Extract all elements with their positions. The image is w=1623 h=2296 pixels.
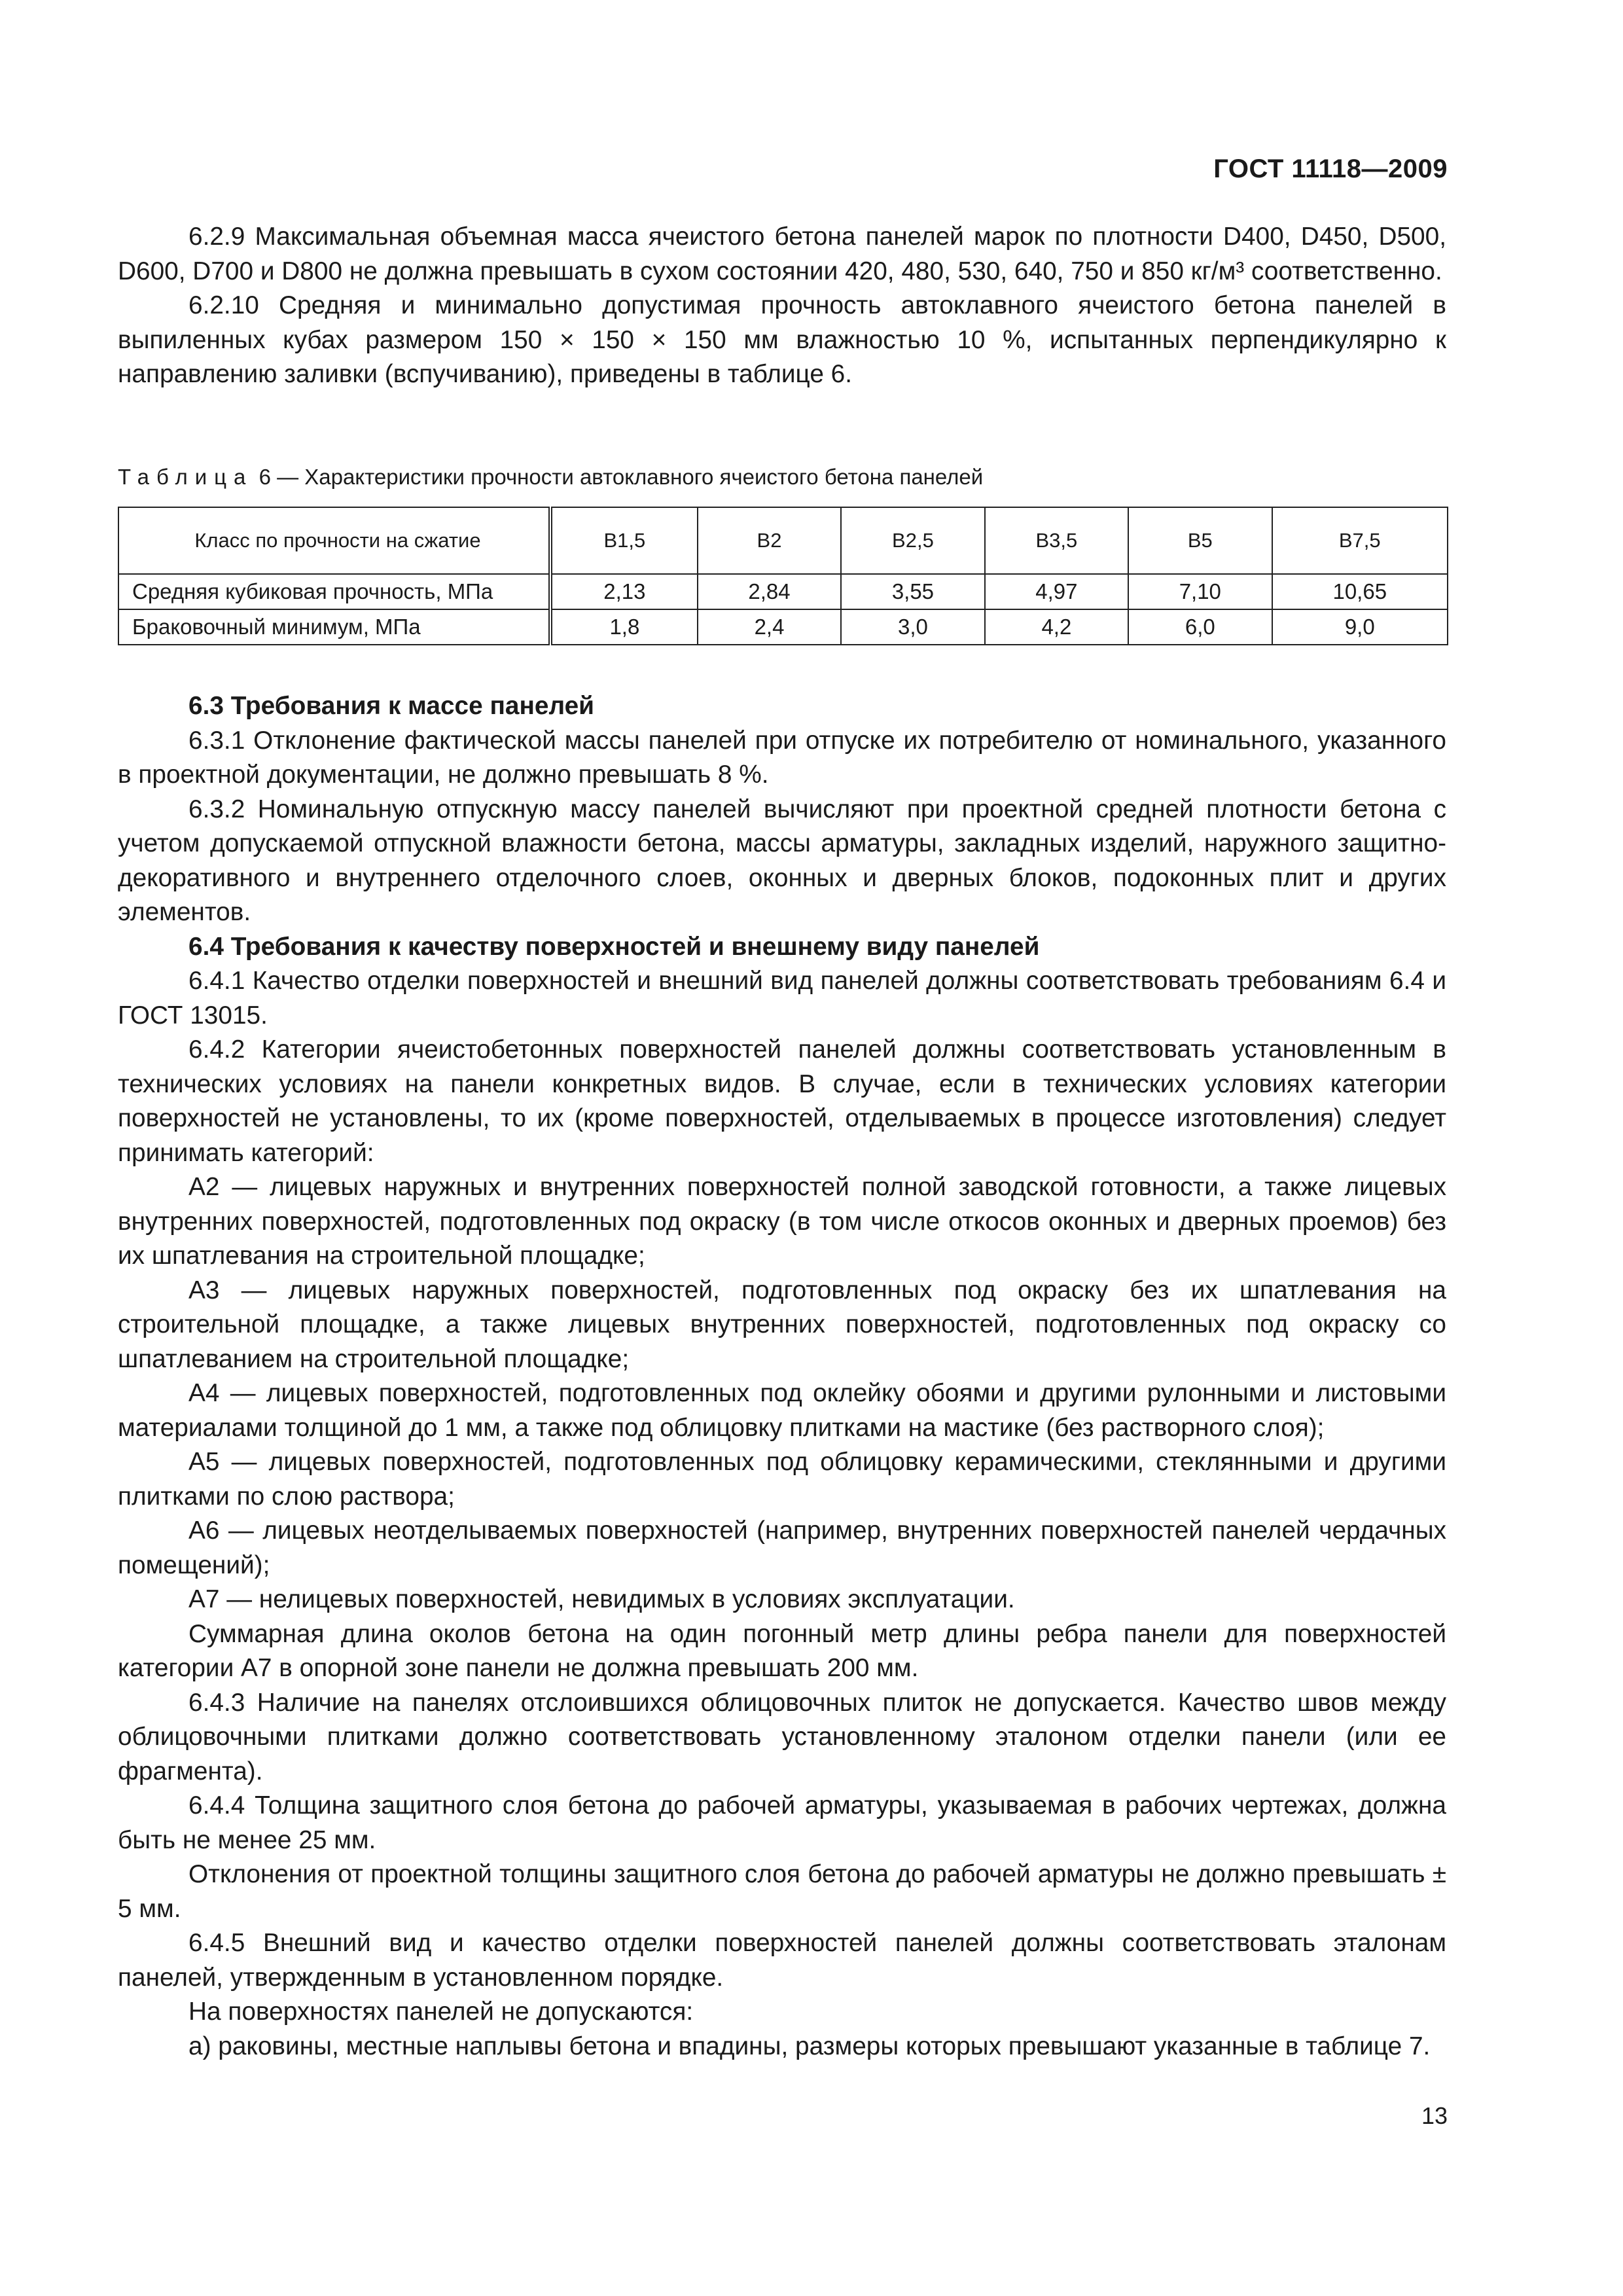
class-cell: B2 [698, 507, 841, 574]
paragraph: 6.3.2 Номинальную отпускную массу панелей вычисляют при проектной средней плотности бетона с учетом допускаемой отпускной влажности бетона, массы арматуры, закладных изделий, наружного защитно-декоративного и внутреннего отделочного слоев, оконных и дверных блоков, подоконных плит и других элементов. [118, 795, 1446, 926]
value-cell: 2,13 [550, 574, 698, 609]
intro-paragraphs [118, 220, 1446, 392]
paragraph: А3 — лицевых наружных поверхностей, подготовленных под окраску без их шпатлевания на строительной площадке, а также лицевых внутренних поверхностей, подготовленных под окраску со шпатлеванием на строительной площадке; [118, 1276, 1446, 1373]
value-cell: 4,2 [985, 609, 1128, 645]
paragraph: Отклонения от проектной толщины защитного слоя бетона до рабочей арматуры не должно превышать ± 5 мм. [118, 1860, 1446, 1923]
paragraph: а) раковины, местные наплывы бетона и впадины, размеры которых превышают указанные в таблице 7. [188, 2032, 1431, 2060]
value-cell: 2,4 [698, 609, 841, 645]
paragraph: А5 — лицевых поверхностей, подготовленных под облицовку керамическими, стеклянными и другими плитками по слою раствора; [118, 1448, 1446, 1511]
value-cell: 1,8 [550, 609, 698, 645]
value-cell: 3,55 [841, 574, 984, 609]
value-cell: 4,97 [985, 574, 1128, 609]
paragraph: 6.3.1 Отклонение фактической массы панелей при отпуске их потребителю от номинального, указанного в проектной документации, не должно превышать 8 %. [118, 726, 1446, 789]
table-header-row [118, 507, 1448, 574]
paragraph: Суммарная длина околов бетона на один погонный метр длины ребра панели для поверхностей категории А7 в опорной зоне панели не должна превышать 200 мм. [118, 1619, 1446, 1682]
table-caption-title: 6 — Характеристики прочности автоклавного ячеистого бетона панелей [259, 465, 984, 489]
row-label-cell: Средняя кубиковая прочность, МПа [118, 574, 550, 609]
table-row [118, 609, 1448, 645]
paragraph: 6.4.3 Наличие на панелях отслоившихся облицовочных плиток не допускается. Качество швов между облицовочными плитками должно соответствовать установленному эталоном отделки панели (или ее фрагмента). [118, 1688, 1446, 1785]
class-cell: B7,5 [1272, 507, 1448, 574]
page-number: 13 [1421, 2102, 1448, 2129]
value-cell: 6,0 [1128, 609, 1272, 645]
paragraph: А4 — лицевых поверхностей, подготовленных под оклейку обоями и другими рулонными и листовыми материалами толщиной до 1 мм, а также под облицовку плитками на мастике (без растворного слоя); [118, 1379, 1446, 1442]
main-body-text [118, 689, 1446, 2064]
value-cell: 7,10 [1128, 574, 1272, 609]
class-cell: B5 [1128, 507, 1272, 574]
paragraph-6-2-9: 6.2.9 Максимальная объемная масса ячеистого бетона панелей марок по плотности D400, D450, D500, D600, D700 и D800 не должна превышать в сухом состоянии 420, 480, 530, 640, 750 и 850 кг/м³ соответственно. [118, 223, 1446, 285]
strength-table [118, 507, 1448, 645]
paragraph: А7 — нелицевых поверхностей, невидимых в условиях эксплуатации. [188, 1585, 1015, 1613]
value-cell: 2,84 [698, 574, 841, 609]
paragraph: 6.4.5 Внешний вид и качество отделки поверхностей панелей должны соответствовать эталонам панелей, утвержденным в установленном порядке. [118, 1929, 1446, 1992]
paragraph-6-2-10: 6.2.10 Средняя и минимально допустимая прочность автоклавного ячеистого бетона панелей в выпиленных кубах размером 150 × 150 × 150 мм влажностью 10 %, испытанных перпендикулярно к направлению заливки (вспучиванию), приведены в таблице 6. [118, 291, 1446, 388]
class-cell: B2,5 [841, 507, 984, 574]
row-label-cell: Браковочный минимум, МПа [118, 609, 550, 645]
document-id-header: ГОСТ 11118—2009 [1213, 154, 1448, 183]
paragraph: А6 — лицевых неотделываемых поверхностей (например, внутренних поверхностей панелей чердачных помещений); [118, 1516, 1446, 1579]
table-row [118, 574, 1448, 609]
class-cell: B1,5 [550, 507, 698, 574]
value-cell: 3,0 [841, 609, 984, 645]
paragraph: На поверхностях панелей не допускаются: [188, 1998, 694, 2026]
paragraph: 6.4.4 Толщина защитного слоя бетона до рабочей арматуры, указываемая в рабочих чертежах, должна быть не менее 25 мм. [118, 1791, 1446, 1854]
table-caption-word: Таблица [118, 465, 253, 489]
table-6-caption [118, 465, 983, 490]
class-cell: B3,5 [985, 507, 1128, 574]
header-label-cell: Класс по прочности на сжатие [118, 507, 550, 574]
value-cell: 10,65 [1272, 574, 1448, 609]
paragraph: 6.4.2 Категории ячеистобетонных поверхностей панелей должны соответствовать установленным в технических условиях на панели конкретных видов. В случае, если в технических условиях категории поверхностей не установлены, то их (кроме поверхностей, отделываемых в процессе изготовления) следует принимать категорий: [118, 1035, 1446, 1167]
value-cell: 9,0 [1272, 609, 1448, 645]
section-heading-6-3: 6.3 Требования к массе панелей [188, 692, 595, 720]
section-heading-6-4: 6.4 Требования к качеству поверхностей и внешнему виду панелей [188, 932, 1040, 961]
paragraph: А2 — лицевых наружных и внутренних поверхностей полной заводской готовности, а также лицевых внутренних поверхностей, подготовленных под окраску (в том числе откосов оконных и дверных проемов) без их шпатлевания на строительной площадке; [118, 1173, 1446, 1270]
paragraph: 6.4.1 Качество отделки поверхностей и внешний вид панелей должны соответствовать требованиям 6.4 и ГОСТ 13015. [118, 967, 1446, 1030]
